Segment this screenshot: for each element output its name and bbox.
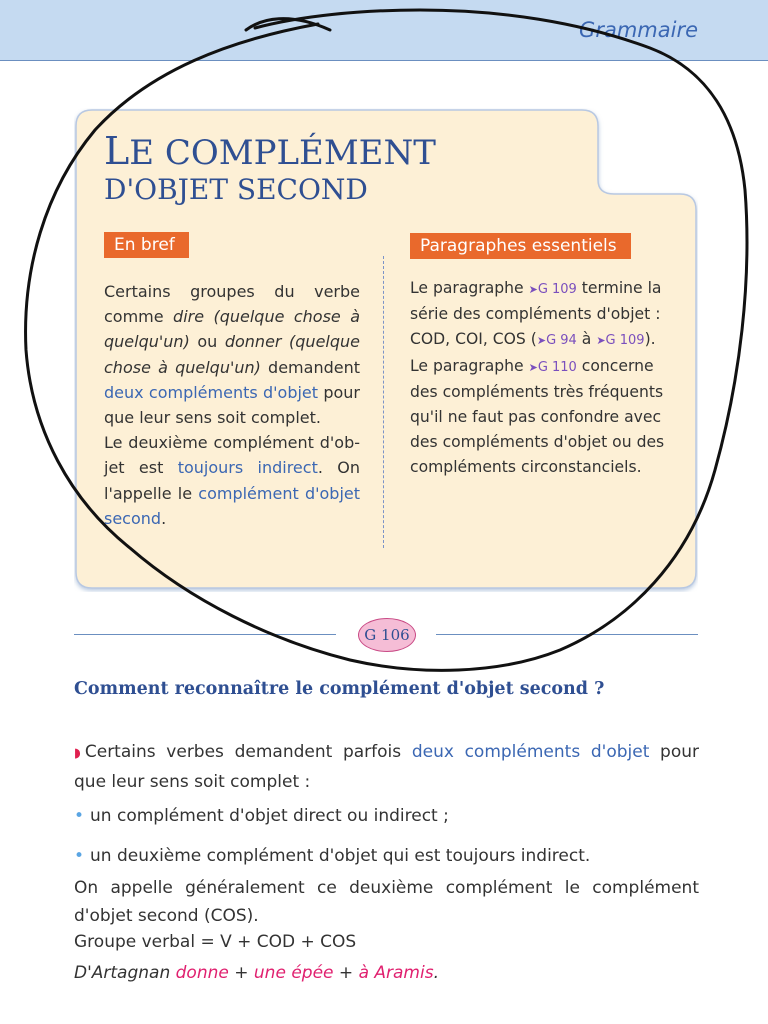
ref-link[interactable]: G 94 bbox=[546, 333, 577, 349]
en-bref-tag: En bref bbox=[104, 232, 189, 258]
en-bref-text: Certains groupes du verbe comme dire (quelque chose à quelqu'un) ou donner (quelque chose à quelqu'un) demandent deux compléments d'objet pour que leur sens soit complet. Le deuxième complément d'ob-jet est toujours indirect. On l'appelle le complément d'objet second. bbox=[104, 282, 361, 528]
ref-link[interactable]: G 109 bbox=[605, 333, 645, 349]
section-question: Comment reconnaître le complément d'objet second ? bbox=[74, 679, 605, 699]
column-divider bbox=[383, 256, 384, 548]
dot-bullet-icon: • bbox=[74, 806, 85, 826]
ref-link[interactable]: G 110 bbox=[537, 359, 577, 375]
list-item: • un deuxième complément d'objet qui est toujours indirect. bbox=[74, 846, 591, 866]
cos-definition: On appelle généralement ce deuxième complément le complément d'objet second (COS). bbox=[74, 878, 699, 926]
summary-card bbox=[74, 108, 698, 592]
section-label: Grammaire bbox=[579, 18, 698, 42]
formula: Groupe verbal = V + COD + COS bbox=[74, 932, 357, 952]
separator-right bbox=[436, 634, 698, 635]
ref-link[interactable]: G 109 bbox=[537, 282, 577, 297]
header-band bbox=[0, 0, 768, 61]
paragraphes-text: Le paragraphe ➤G 109 termine la série des compléments d'objet : COD, COI, COS (➤G 94 à ➤G 109). Le paragraphe ➤G 110 concerne des compléments très fréquents qu'il ne faut pas confondre avec des compléments d'objet ou des compléments circonstanciels. bbox=[410, 279, 665, 477]
paragraphes-essentiels-tag: Paragraphes essentiels bbox=[410, 233, 631, 259]
dot-bullet-icon: • bbox=[74, 846, 85, 866]
triangle-bullet-icon: ◗ bbox=[74, 746, 81, 761]
intro-paragraph: ◗ Certains verbes demandent parfois deux compléments d'objet pour que leur sens soit complet : bbox=[74, 742, 699, 792]
card-title: LE COMPLÉMENT D'OBJET SECOND bbox=[104, 129, 436, 206]
example-sentence: D'Artagnan donne + une épée + à Aramis. bbox=[74, 963, 439, 983]
separator-left bbox=[74, 634, 336, 635]
paragraph-badge: G 106 bbox=[358, 618, 416, 652]
list-item: • un complément d'objet direct ou indirect ; bbox=[74, 806, 449, 826]
